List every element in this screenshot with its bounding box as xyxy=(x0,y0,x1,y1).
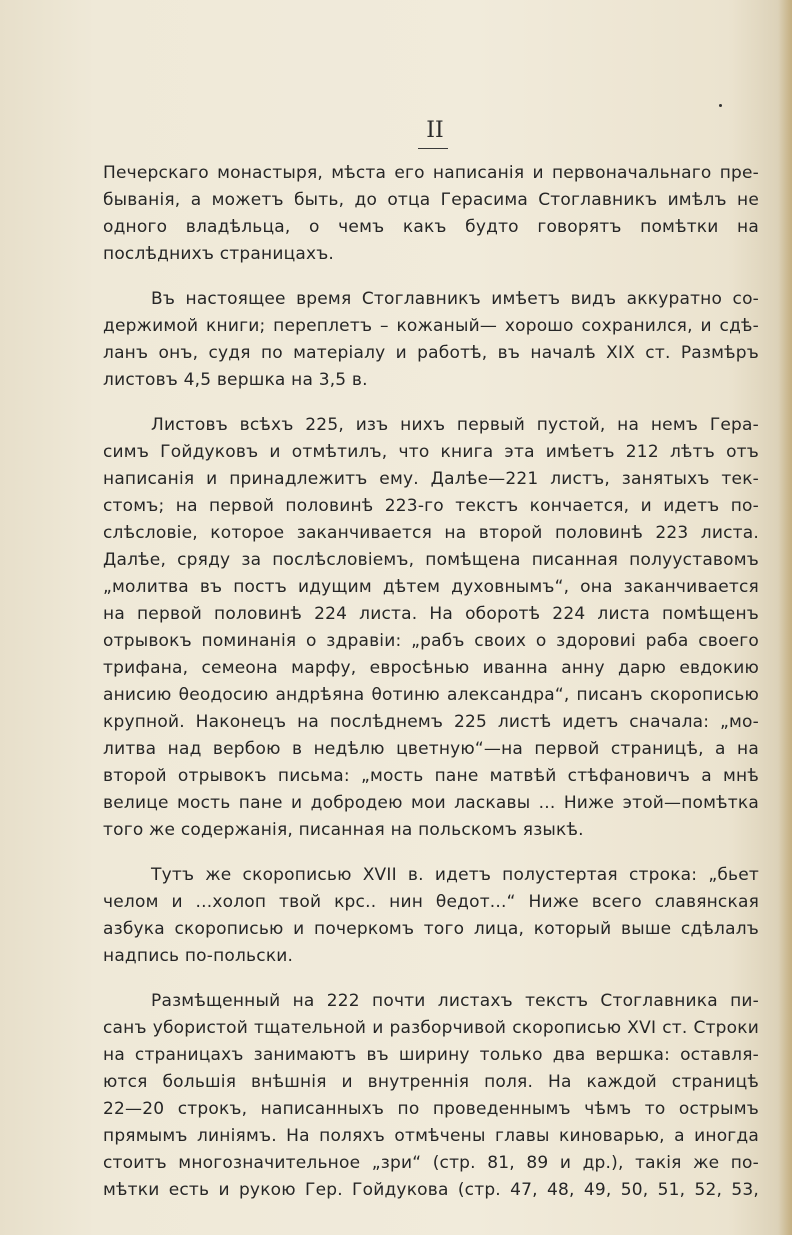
text-line: симъ Гойдуковъ и отмѣтилъ, что книга эта имѣетъ 212 лѣтъ отъ xyxy=(103,442,759,462)
text-line: держимой книги; переплетъ – кожаный— хорошо сохранился, и сдѣ- xyxy=(103,316,759,336)
text-line: одного владѣльца, о чемъ какъ будто говорятъ помѣтки на xyxy=(103,217,759,237)
body-text xyxy=(103,160,759,1222)
paragraph-4 xyxy=(103,862,759,970)
page-number: II xyxy=(426,118,444,143)
paragraph-1 xyxy=(103,160,759,268)
paragraph-5 xyxy=(103,988,759,1204)
text-line: „молитва въ постъ идущим дѣтем духовнымъ“, она заканчивается xyxy=(103,577,759,597)
text-line: второй отрывокъ письма: „мость пане матвѣй стѣфановичъ а мнѣ xyxy=(103,766,759,786)
text-line: 22—20 строкъ, написанныхъ по проведеннымъ чѣмъ то острымъ xyxy=(103,1099,759,1119)
text-line: азбука скорописью и почеркомъ того лица, который выше сдѣлалъ xyxy=(103,919,759,939)
page-number-underline xyxy=(418,148,448,149)
text-line: Печерскаго монастыря, мѣста его написанія и первоначальнаго пре- xyxy=(103,163,759,183)
text-line: Въ настоящее время Стоглавникъ имѣетъ видъ аккуратно со- xyxy=(151,289,759,309)
text-line: Тутъ же скорописью XVII в. идетъ полустертая строка: „бьет xyxy=(151,865,759,885)
text-line: на страницахъ занимаютъ въ ширину только два вершка: оставля- xyxy=(103,1045,759,1065)
text-line: крупной. Наконецъ на послѣднемъ 225 листѣ идетъ сначала: „мо- xyxy=(103,712,759,732)
text-line: велице мость пане и добродею мои ласкавы ... Ниже этой—помѣтка xyxy=(103,793,759,813)
text-line: ланъ онъ, судя по матеріалу и работѣ, въ началѣ XIX ст. Размѣръ xyxy=(103,343,759,363)
text-line: анисию θеодосию андрѣяна θотиню александра“, писанъ скорописью xyxy=(103,685,759,705)
text-line: стоитъ многозначительное „зри“ (стр. 81, 89 и др.), такія же по- xyxy=(103,1153,759,1173)
text-line: слѣсловіе, которое заканчивается на второй половинѣ 223 листа. xyxy=(103,523,759,543)
text-line: Размѣщенный на 222 почти листахъ текстъ Стоглавника пи- xyxy=(151,991,759,1011)
text-line: листовъ 4,5 вершка на 3,5 в. xyxy=(103,370,368,390)
text-line: стомъ; на первой половинѣ 223-го текстъ кончается, и идетъ по- xyxy=(103,496,759,516)
text-line: того же содержанія, писанная на польскомъ языкѣ. xyxy=(103,820,584,840)
text-line: отрывокъ поминанія о здравіи: „рабъ своих о здоровиі раба своего xyxy=(103,631,759,651)
text-line: Далѣе, сряду за послѣсловіемъ, помѣщена писанная полууставомъ xyxy=(103,550,759,570)
text-line: санъ убористой тщательной и разборчивой скорописью XVI ст. Строки xyxy=(103,1018,759,1038)
paragraph-3 xyxy=(103,412,759,844)
text-line: трифана, семеона марфу, евросѣнью иванна анну дарю евдокию xyxy=(103,658,759,678)
text-line: мѣтки есть и рукою Гер. Гойдукова (стр. 47, 48, 49, 50, 51, 52, 53, xyxy=(103,1180,759,1200)
text-line: быванія, а можетъ быть, до отца Герасима Стоглавникъ имѣлъ не xyxy=(103,190,759,210)
text-line: ются большія внѣшнія и внутреннія поля. На каждой страницѣ xyxy=(103,1072,759,1092)
text-line: на первой половинѣ 224 листа. На оборотѣ 224 листа помѣщенъ xyxy=(103,604,759,624)
text-line: надпись по-польски. xyxy=(103,946,294,966)
text-line: написанія и принадлежитъ ему. Далѣе—221 листъ, занятыхъ тек- xyxy=(103,469,759,489)
text-line: литва над вербою в недѣлю цветную“—на первой страницѣ, а на xyxy=(103,739,759,759)
text-line: челом и ...холоп твой крс.. нин θедот...“ Ниже всего славянская xyxy=(103,892,759,912)
text-line: прямымъ линіямъ. На поляхъ отмѣчены главы киноварью, а иногда xyxy=(103,1126,759,1146)
text-line: Листовъ всѣхъ 225, изъ нихъ первый пустой, на немъ Гера- xyxy=(151,415,759,435)
page-edge-shadow xyxy=(778,0,792,1235)
ink-speck xyxy=(719,104,722,107)
paragraph-2 xyxy=(103,286,759,394)
text-line: послѣднихъ страницахъ. xyxy=(103,244,335,264)
